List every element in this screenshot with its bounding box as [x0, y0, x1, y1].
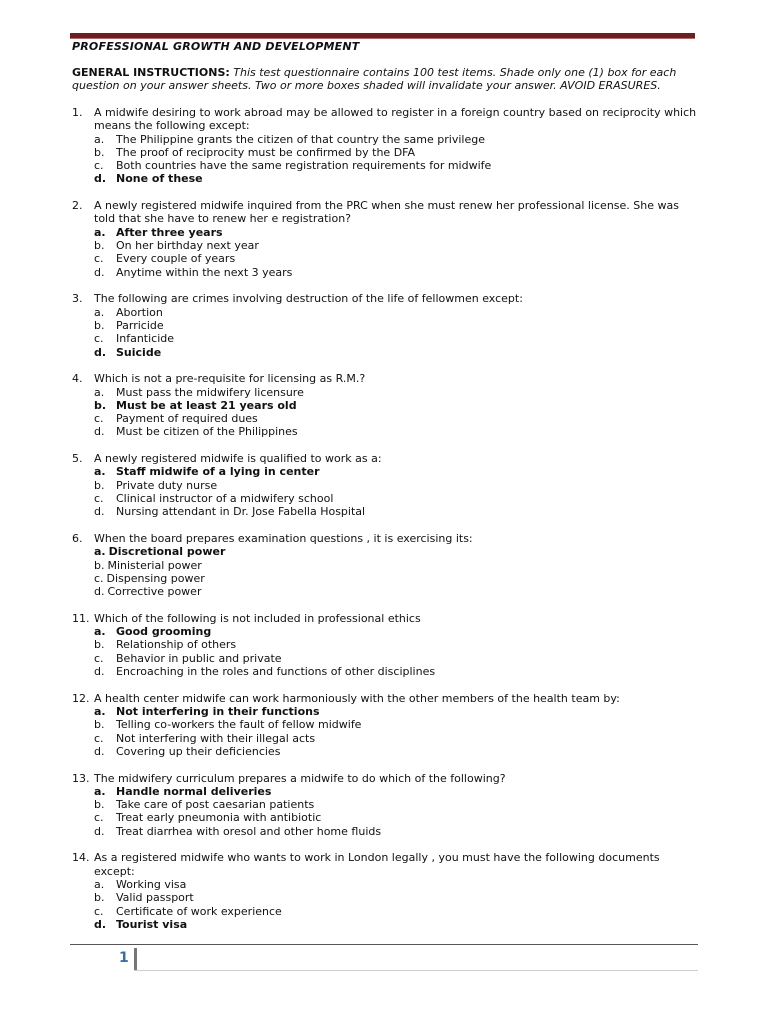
option-letter: b.	[94, 398, 107, 412]
question-number: 3.	[72, 292, 83, 306]
question-stem	[72, 851, 698, 878]
option-letter: c.	[94, 731, 104, 745]
option-text: Take care of post caesarian patients	[116, 798, 315, 812]
question-item	[72, 199, 698, 279]
answer-option-correct	[72, 465, 698, 478]
answer-option-correct	[72, 172, 698, 185]
question-number: 14.	[72, 851, 90, 865]
option-letter: a.	[94, 545, 106, 559]
footer-line	[134, 970, 698, 971]
question-stem	[72, 292, 698, 305]
answer-option	[72, 572, 698, 585]
option-letter: c.	[94, 811, 104, 825]
question-item	[72, 692, 698, 758]
option-text: Handle normal deliveries	[116, 784, 272, 798]
instructions-text: This test questionnaire contains 100 test items. Shade only one (1) box for each question on your answer sheets. Two or more boxes shaded will invalidate your answer. AVOID ERASURES.	[72, 66, 677, 92]
option-text: Clinical instructor of a midwifery school	[116, 491, 334, 505]
option-letter: a.	[94, 878, 105, 892]
question-text: A midwife desiring to work abroad may be allowed to register in a foreign country based on reciprocity which means the following except:	[94, 106, 697, 133]
header-rule	[70, 33, 695, 39]
option-letter: b.	[94, 638, 105, 652]
option-letter: b.	[94, 478, 105, 492]
question-text: A newly registered midwife is qualified to work as a:	[94, 452, 382, 466]
option-text: Dispensing power	[106, 571, 205, 585]
question-text: As a registered midwife who wants to work in London legally , you must have the following documents except:	[94, 851, 660, 878]
question-text: A newly registered midwife inquired from the PRC when she must renew her professional license. She was told that she have to renew her e registration?	[94, 199, 679, 226]
option-text: Corrective power	[107, 585, 202, 599]
option-text: Parricide	[116, 318, 164, 332]
option-letter: d.	[94, 172, 107, 186]
option-text: Not interfering with their illegal acts	[116, 731, 316, 745]
option-text: Ministerial power	[107, 558, 202, 572]
option-letter: d.	[94, 744, 105, 758]
option-letter: a.	[94, 305, 105, 319]
option-letter: a.	[94, 705, 106, 719]
option-text: Must be at least 21 years old	[116, 398, 297, 412]
answer-option-correct	[72, 346, 698, 359]
question-stem	[72, 692, 698, 705]
question-item	[72, 106, 698, 186]
question-number: 12.	[72, 691, 90, 705]
option-letter: c.	[94, 651, 104, 665]
option-text: Must be citizen of the Philippines	[116, 425, 298, 439]
option-text: On her birthday next year	[116, 239, 259, 253]
option-text: Not interfering in their functions	[116, 705, 320, 719]
option-text: Both countries have the same registration requirements for midwife	[116, 159, 492, 173]
option-text: The Philippine grants the citizen of that country the same privilege	[116, 132, 485, 146]
question-text: Which is not a pre-requisite for licensing as R.M.?	[94, 372, 366, 386]
question-number: 11.	[72, 611, 90, 625]
question-stem	[72, 199, 698, 226]
option-text: Suicide	[116, 345, 162, 359]
option-text: None of these	[116, 172, 203, 186]
answer-option-correct	[72, 785, 698, 798]
option-letter: c.	[94, 159, 104, 173]
option-letter: a.	[94, 225, 106, 239]
option-text: Discretional power	[108, 545, 226, 559]
answer-option-correct	[72, 399, 698, 412]
general-instructions	[72, 66, 698, 92]
option-text: Anytime within the next 3 years	[116, 265, 293, 279]
answer-option	[72, 732, 698, 745]
answer-option	[72, 266, 698, 279]
answer-option	[72, 133, 698, 146]
option-text: Treat early pneumonia with antibiotic	[116, 811, 322, 825]
question-text: The midwifery curriculum prepares a midwife to do which of the following?	[94, 771, 506, 785]
answer-option	[72, 159, 698, 172]
option-text: The proof of reciprocity must be confirmed by the DFA	[116, 145, 416, 159]
option-letter: c.	[94, 491, 104, 505]
option-text: Every couple of years	[116, 252, 236, 266]
answer-option	[72, 665, 698, 678]
answer-option-correct	[72, 705, 698, 718]
option-text: Staff midwife of a lying in center	[116, 465, 320, 479]
question-list	[72, 106, 698, 945]
option-text: Infanticide	[116, 332, 175, 346]
answer-option	[72, 306, 698, 319]
question-stem	[72, 452, 698, 465]
option-letter: c.	[94, 904, 104, 918]
question-text: When the board prepares examination questions , it is exercising its:	[94, 531, 473, 545]
option-letter: d.	[94, 665, 105, 679]
question-number: 1.	[72, 106, 83, 119]
answer-option	[72, 505, 698, 518]
option-letter: a.	[94, 784, 106, 798]
answer-option	[72, 718, 698, 731]
option-text: Nursing attendant in Dr. Jose Fabella Hospital	[116, 505, 366, 519]
question-item	[72, 612, 698, 678]
option-letter: b.	[94, 145, 105, 159]
answer-option	[72, 319, 698, 332]
answer-option-correct	[72, 226, 698, 239]
question-stem	[72, 772, 698, 785]
answer-option	[72, 559, 698, 572]
option-text: Abortion	[116, 305, 163, 319]
page-number: 1	[119, 950, 129, 966]
option-text: Good grooming	[116, 625, 212, 639]
option-letter: d.	[94, 824, 105, 838]
answer-option	[72, 479, 698, 492]
question-stem	[72, 612, 698, 625]
footer-rule	[70, 944, 698, 945]
answer-option	[72, 332, 698, 345]
answer-option	[72, 891, 698, 904]
answer-option-correct	[72, 625, 698, 638]
document-title: PROFESSIONAL GROWTH AND DEVELOPMENT	[72, 40, 360, 53]
question-item	[72, 372, 698, 438]
answer-option-correct	[72, 918, 698, 931]
option-text: Must pass the midwifery licensure	[116, 385, 304, 399]
option-text: Private duty nurse	[116, 478, 218, 492]
question-number: 4.	[72, 372, 83, 386]
question-number: 6.	[72, 531, 83, 545]
option-text: Behavior in public and private	[116, 651, 282, 665]
option-letter: b.	[94, 558, 105, 572]
option-text: Working visa	[116, 878, 187, 892]
option-letter: a.	[94, 132, 105, 146]
option-text: Tourist visa	[116, 917, 188, 931]
answer-option	[72, 425, 698, 438]
option-text: Telling co-workers the fault of fellow midwife	[116, 718, 362, 732]
question-number: 13.	[72, 771, 90, 785]
option-text: Payment of required dues	[116, 412, 258, 426]
option-text: After three years	[116, 225, 223, 239]
answer-option	[72, 386, 698, 399]
option-letter: b.	[94, 798, 105, 812]
answer-option	[72, 878, 698, 891]
answer-option	[72, 652, 698, 665]
question-item	[72, 772, 698, 838]
question-item	[72, 292, 698, 358]
option-text: Valid passport	[116, 891, 194, 905]
question-item	[72, 452, 698, 518]
footer-divider	[134, 948, 137, 970]
question-stem	[72, 106, 698, 133]
answer-option	[72, 146, 698, 159]
question-text: A health center midwife can work harmoniously with the other members of the health team by:	[94, 691, 620, 705]
answer-option	[72, 638, 698, 651]
option-text: Treat diarrhea with oresol and other home fluids	[116, 824, 382, 838]
answer-option	[72, 798, 698, 811]
instructions-label: GENERAL INSTRUCTIONS:	[72, 66, 230, 79]
option-letter: d.	[94, 265, 105, 279]
question-number: 2.	[72, 199, 83, 213]
option-letter: b.	[94, 718, 105, 732]
option-text: Relationship of others	[116, 638, 237, 652]
answer-option	[72, 585, 698, 598]
answer-option	[72, 492, 698, 505]
question-number: 5.	[72, 452, 83, 466]
option-letter: d.	[94, 585, 105, 599]
answer-option-correct	[72, 545, 698, 558]
question-text: The following are crimes involving destruction of the life of fellowmen except:	[94, 292, 523, 306]
option-letter: a.	[94, 465, 106, 479]
option-letter: c.	[94, 571, 104, 585]
option-letter: d.	[94, 505, 105, 519]
option-text: Covering up their deficiencies	[116, 744, 281, 758]
option-letter: d.	[94, 425, 105, 439]
question-item	[72, 532, 698, 598]
option-letter: c.	[94, 332, 104, 346]
question-text: Which of the following is not included in professional ethics	[94, 611, 421, 625]
answer-option	[72, 905, 698, 918]
answer-option	[72, 239, 698, 252]
answer-option	[72, 745, 698, 758]
question-stem	[72, 372, 698, 385]
option-letter: c.	[94, 412, 104, 426]
option-letter: d.	[94, 917, 107, 931]
option-text: Encroaching in the roles and functions of other disciplines	[116, 665, 436, 679]
question-item	[72, 851, 698, 931]
option-letter: a.	[94, 625, 106, 639]
option-letter: a.	[94, 385, 105, 399]
answer-option	[72, 412, 698, 425]
option-letter: b.	[94, 239, 105, 253]
answer-option	[72, 252, 698, 265]
option-text: Certificate of work experience	[116, 904, 282, 918]
option-letter: b.	[94, 891, 105, 905]
question-stem	[72, 532, 698, 545]
answer-option	[72, 825, 698, 838]
option-letter: b.	[94, 318, 105, 332]
option-letter: d.	[94, 345, 107, 359]
answer-option	[72, 811, 698, 824]
option-letter: c.	[94, 252, 104, 266]
